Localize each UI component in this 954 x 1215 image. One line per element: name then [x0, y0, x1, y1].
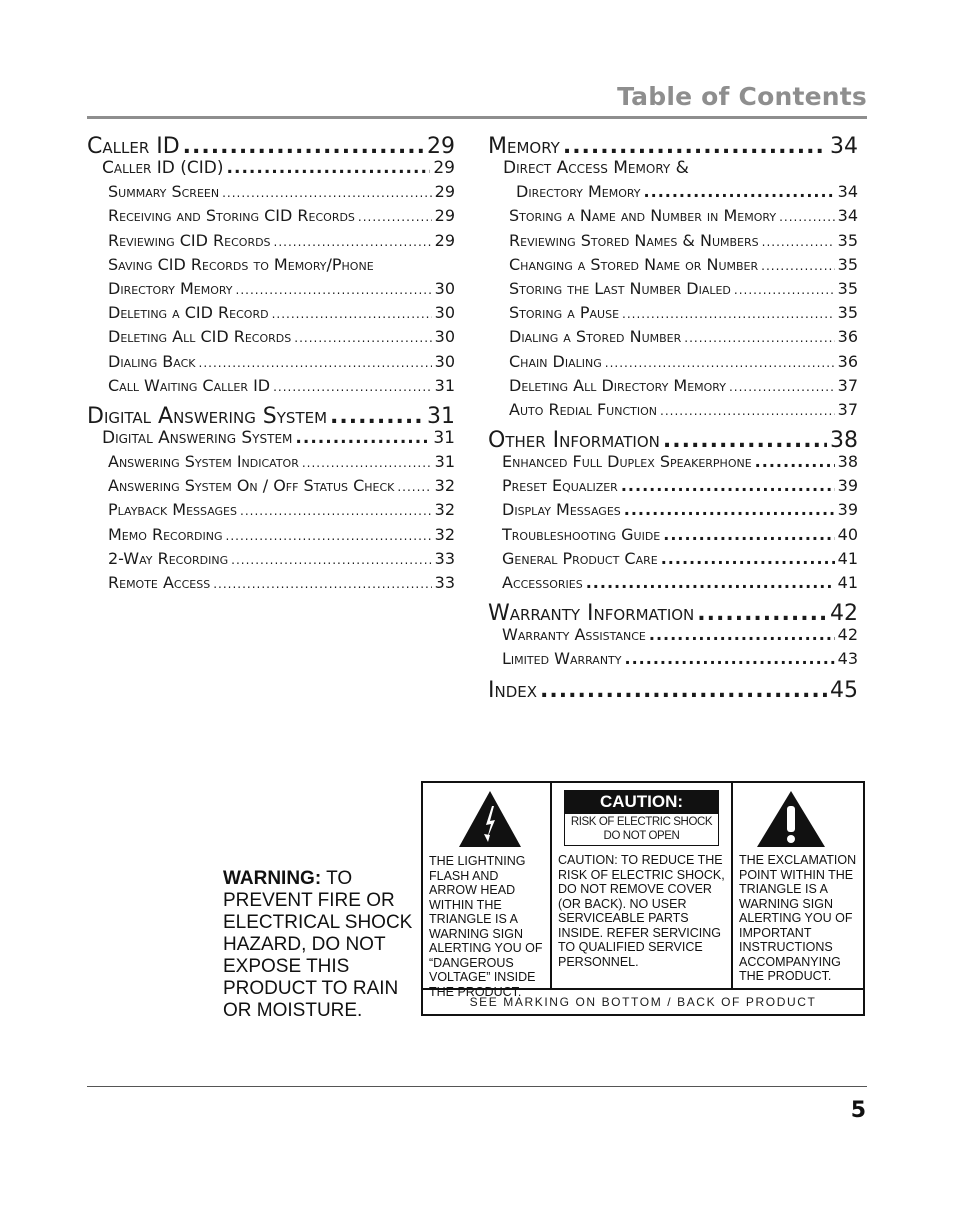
toc-entry-label: Saving CID Records to Memory/Phone [108, 254, 374, 274]
toc-leader-dots [605, 356, 835, 370]
toc-leader-dots [729, 380, 835, 394]
caution-label-box [421, 781, 865, 1016]
page-number: 5 [850, 1098, 866, 1123]
toc-page-number: 41 [837, 548, 858, 568]
warning-text [223, 868, 418, 1022]
toc-entry [488, 206, 858, 230]
toc-entry-label: Remote Access [108, 573, 211, 592]
toc-leader-dots [226, 529, 432, 543]
toc-page-number: 35 [837, 254, 858, 274]
toc-entry-label: Storing a Pause [509, 303, 620, 323]
toc-page-number: 37 [837, 399, 858, 419]
toc-leader-dots [624, 500, 835, 519]
toc-leader-dots [236, 283, 432, 297]
toc-entry [87, 182, 455, 206]
toc-entry-label: Digital Answering System [102, 427, 293, 448]
toc-leader-dots [231, 553, 432, 567]
toc-entry [488, 134, 858, 158]
toc-page-number: 34 [837, 206, 858, 226]
toc-entry-label: Storing a Name and Number in Memory [509, 206, 777, 226]
toc-leader-dots [684, 331, 834, 345]
toc-page-number: 33 [434, 548, 455, 568]
toc-page-number: 39 [837, 500, 858, 520]
toc-entry-label: Warranty Information [488, 601, 695, 627]
toc-entry [87, 525, 455, 549]
toc-entry [488, 231, 858, 255]
toc-page-number: 31 [433, 427, 455, 448]
toc-entry-label: Playback Messages [108, 500, 237, 520]
toc-entry [488, 158, 858, 182]
toc-entry [87, 500, 455, 524]
toc-page-number: 29 [433, 158, 455, 178]
toc-page-number: 32 [434, 524, 455, 544]
toc-page-number: 29 [434, 206, 455, 226]
toc-leader-dots [227, 158, 431, 178]
toc-entry [87, 549, 455, 573]
toc-page-number: 38 [837, 452, 858, 472]
exclamation-warning-icon [755, 789, 827, 849]
toc-page-number: 30 [434, 351, 455, 371]
toc-page-number: 30 [434, 327, 455, 347]
toc-entry-label: Changing a Stored Name or Number [509, 254, 759, 274]
toc-entry [488, 352, 858, 376]
toc-page-number: 32 [434, 476, 455, 496]
toc-entry [488, 573, 858, 597]
toc-page-number: 34 [837, 182, 858, 202]
footer-rule [87, 1086, 867, 1087]
toc-leader-dots [663, 525, 834, 544]
toc-entry [488, 182, 858, 206]
toc-leader-dots [563, 134, 827, 159]
toc-leader-dots [272, 307, 432, 321]
lightning-warning-icon [457, 789, 523, 849]
toc-page-number: 30 [434, 303, 455, 323]
toc-leader-dots [755, 452, 835, 471]
toc-left-column [87, 130, 455, 597]
toc-entry-label: Dialing a Stored Number [509, 327, 682, 347]
toc-page-number: 37 [837, 375, 858, 395]
toc-entry-label: Caller ID (CID) [102, 158, 224, 178]
toc-entry [488, 428, 858, 452]
toc-entry-label: Storing the Last Number Dialed [509, 278, 731, 298]
toc-entry-label: Dialing Back [108, 351, 196, 371]
toc-entry-label: Auto Redial Function [509, 399, 657, 419]
warning-body: TO PREVENT FIRE OR ELECTRICAL SHOCK HAZARD, DO NOT EXPOSE THIS PRODUCT TO RAIN OR MOISTURE. [223, 868, 413, 1021]
toc-page-number: 30 [434, 278, 455, 298]
toc-right-column [488, 130, 858, 702]
toc-page-number: 35 [837, 278, 858, 298]
caution-middle-panel [552, 783, 733, 988]
toc-entry-label: Directory Memory [108, 278, 233, 298]
exclamation-explanation: THE EXCLAMATION POINT WITHIN THE TRIANGLE IS A WARNING SIGN ALERTING YOU OF IMPORTANT INSTRUCTIONS ACCOMPANYING THE PRODUCT. [739, 853, 857, 983]
caution-sub-line2: DO NOT OPEN [603, 830, 680, 842]
toc-page-number: 39 [837, 476, 858, 496]
toc-leader-dots [358, 210, 432, 224]
toc-entry [488, 452, 858, 476]
toc-leader-dots [734, 283, 835, 297]
toc-leader-dots [302, 456, 432, 470]
toc-page-number: 34 [830, 134, 858, 159]
toc-entry [488, 500, 858, 524]
toc-entry-label: Direct Access Memory & [503, 158, 689, 178]
toc-entry-label: Troubleshooting Guide [502, 524, 661, 544]
toc-entry [488, 279, 858, 303]
toc-entry [87, 303, 455, 327]
toc-page-number: 32 [434, 500, 455, 520]
toc-leader-dots [540, 678, 827, 703]
toc-entry-label: 2-Way Recording [108, 548, 229, 568]
toc-entry-label: Summary Screen [108, 182, 220, 202]
caution-right-panel [733, 783, 863, 988]
toc-entry [87, 452, 455, 476]
toc-entry-label: Answering System Indicator [108, 452, 299, 472]
toc-entry-label: Preset Equalizer [502, 476, 618, 496]
toc-page-number: 31 [434, 452, 455, 472]
toc-leader-dots [274, 235, 432, 249]
toc-leader-dots [697, 601, 827, 626]
toc-leader-dots [625, 649, 835, 668]
toc-page-number: 29 [434, 230, 455, 250]
toc-entry [488, 601, 858, 625]
caution-sub-line1: RISK OF ELECTRIC SHOCK [570, 816, 713, 828]
toc-page-number: 29 [427, 134, 455, 159]
warning-heading: WARNING: [223, 868, 322, 889]
toc-leader-dots [649, 625, 835, 644]
toc-entry-label: General Product Care [502, 548, 658, 568]
toc-entry [87, 279, 455, 303]
toc-entry [488, 476, 858, 500]
toc-entry [87, 376, 455, 400]
toc-page-number: 38 [830, 428, 858, 454]
toc-entry [87, 404, 455, 428]
page-title: Table of Contents [617, 82, 867, 111]
toc-entry-label: Caller ID [87, 134, 180, 159]
toc-entry [87, 428, 455, 452]
toc-entry-label: Reviewing CID Records [108, 230, 271, 250]
toc-leader-dots [213, 577, 431, 591]
toc-entry-label: Warranty Assistance [502, 625, 646, 645]
toc-leader-dots [294, 331, 431, 345]
toc-leader-dots [199, 356, 432, 370]
toc-page-number: 40 [837, 524, 858, 544]
toc-page-number: 42 [830, 601, 858, 627]
toc-entry-label: Enhanced Full Duplex Speakerphone [502, 452, 752, 472]
caution-footer: SEE MARKING ON BOTTOM / BACK OF PRODUCT [423, 988, 863, 1016]
caution-left-panel [423, 783, 552, 999]
toc-leader-dots [644, 182, 835, 201]
caution-subtitle [564, 814, 719, 846]
toc-entry [87, 206, 455, 230]
toc-entry-label: Memory [488, 134, 560, 159]
toc-entry-label: Deleting All CID Records [108, 327, 292, 347]
toc-leader-dots [660, 404, 835, 418]
toc-entry-label: Chain Dialing [509, 351, 602, 371]
toc-entry-label: Limited Warranty [502, 649, 622, 669]
toc-leader-dots [397, 480, 431, 494]
toc-page-number: 42 [837, 625, 858, 645]
toc-entry-label: Directory Memory [516, 182, 641, 202]
toc-leader-dots [295, 428, 430, 448]
toc-entry [488, 678, 858, 702]
toc-leader-dots [621, 476, 835, 495]
toc-entry [488, 255, 858, 279]
toc-leader-dots [779, 210, 835, 224]
toc-entry [488, 303, 858, 327]
toc-entry-label: Accessories [502, 573, 583, 592]
toc-entry [87, 327, 455, 351]
toc-entry [87, 352, 455, 376]
toc-entry [488, 400, 858, 424]
toc-entry [488, 327, 858, 351]
toc-entry [87, 476, 455, 500]
header-rule [87, 116, 867, 119]
toc-entry-label: Answering System On / Off Status Check [108, 476, 395, 496]
toc-leader-dots [273, 380, 432, 394]
toc-entry-label: Other Information [488, 428, 660, 454]
toc-page-number: 31 [434, 375, 455, 395]
toc-entry-label: Call Waiting Caller ID [108, 375, 271, 395]
toc-page-number: 33 [434, 573, 455, 592]
toc-leader-dots [761, 259, 834, 273]
toc-entry [488, 549, 858, 573]
toc-entry-label: Display Messages [502, 500, 621, 520]
toc-entry-label: Reviewing Stored Names & Numbers [509, 230, 759, 250]
toc-page-number: 35 [837, 230, 858, 250]
toc-page-number: 41 [837, 573, 858, 592]
toc-page-number: 45 [830, 677, 858, 703]
toc-page-number: 35 [837, 303, 858, 323]
toc-leader-dots [330, 404, 424, 429]
toc-leader-dots [586, 573, 835, 592]
toc-entry-label: Deleting All Directory Memory [509, 375, 726, 395]
toc-entry-label: Receiving and Storing CID Records [108, 206, 355, 226]
toc-page-number: 36 [837, 327, 858, 347]
toc-entry [488, 649, 858, 673]
toc-entry [87, 573, 455, 597]
toc-entry [488, 525, 858, 549]
toc-page-number: 43 [837, 649, 858, 669]
toc-entry-label: Memo Recording [108, 524, 223, 544]
toc-entry [87, 134, 455, 158]
toc-entry [488, 625, 858, 649]
caution-instructions: CAUTION: TO REDUCE THE RISK OF ELECTRIC SHOCK, DO NOT REMOVE COVER (OR BACK). NO USER SERVICEABLE PARTS INSIDE. REFER SERVICING TO QUALIFIED SERVICE PERSONNEL. [558, 853, 725, 969]
toc-entry [488, 376, 858, 400]
caution-banner: CAUTION: [564, 790, 719, 814]
toc-entry [87, 158, 455, 182]
lightning-explanation: THE LIGHTNING FLASH AND ARROW HEAD WITHIN THE TRIANGLE IS A WARNING SIGN ALERTING YOU OF “DANGEROUS VOLTAGE” INSIDE THE PRODUCT. [429, 854, 543, 999]
toc-page-number: 36 [837, 351, 858, 371]
toc-leader-dots [222, 186, 432, 200]
toc-leader-dots [183, 134, 424, 159]
toc-leader-dots [622, 307, 835, 321]
toc-entry [87, 231, 455, 255]
toc-page-number: 31 [427, 403, 455, 429]
toc-entry-label: Digital Answering System [87, 403, 328, 429]
toc-entry-label: Deleting a CID Record [108, 303, 269, 323]
toc-leader-dots [661, 549, 835, 568]
toc-leader-dots [663, 428, 827, 453]
toc-leader-dots [762, 235, 835, 249]
toc-leader-dots [240, 504, 432, 518]
toc-entry [87, 255, 455, 279]
toc-page-number: 29 [434, 182, 455, 202]
toc-entry-label: Index [488, 677, 538, 703]
